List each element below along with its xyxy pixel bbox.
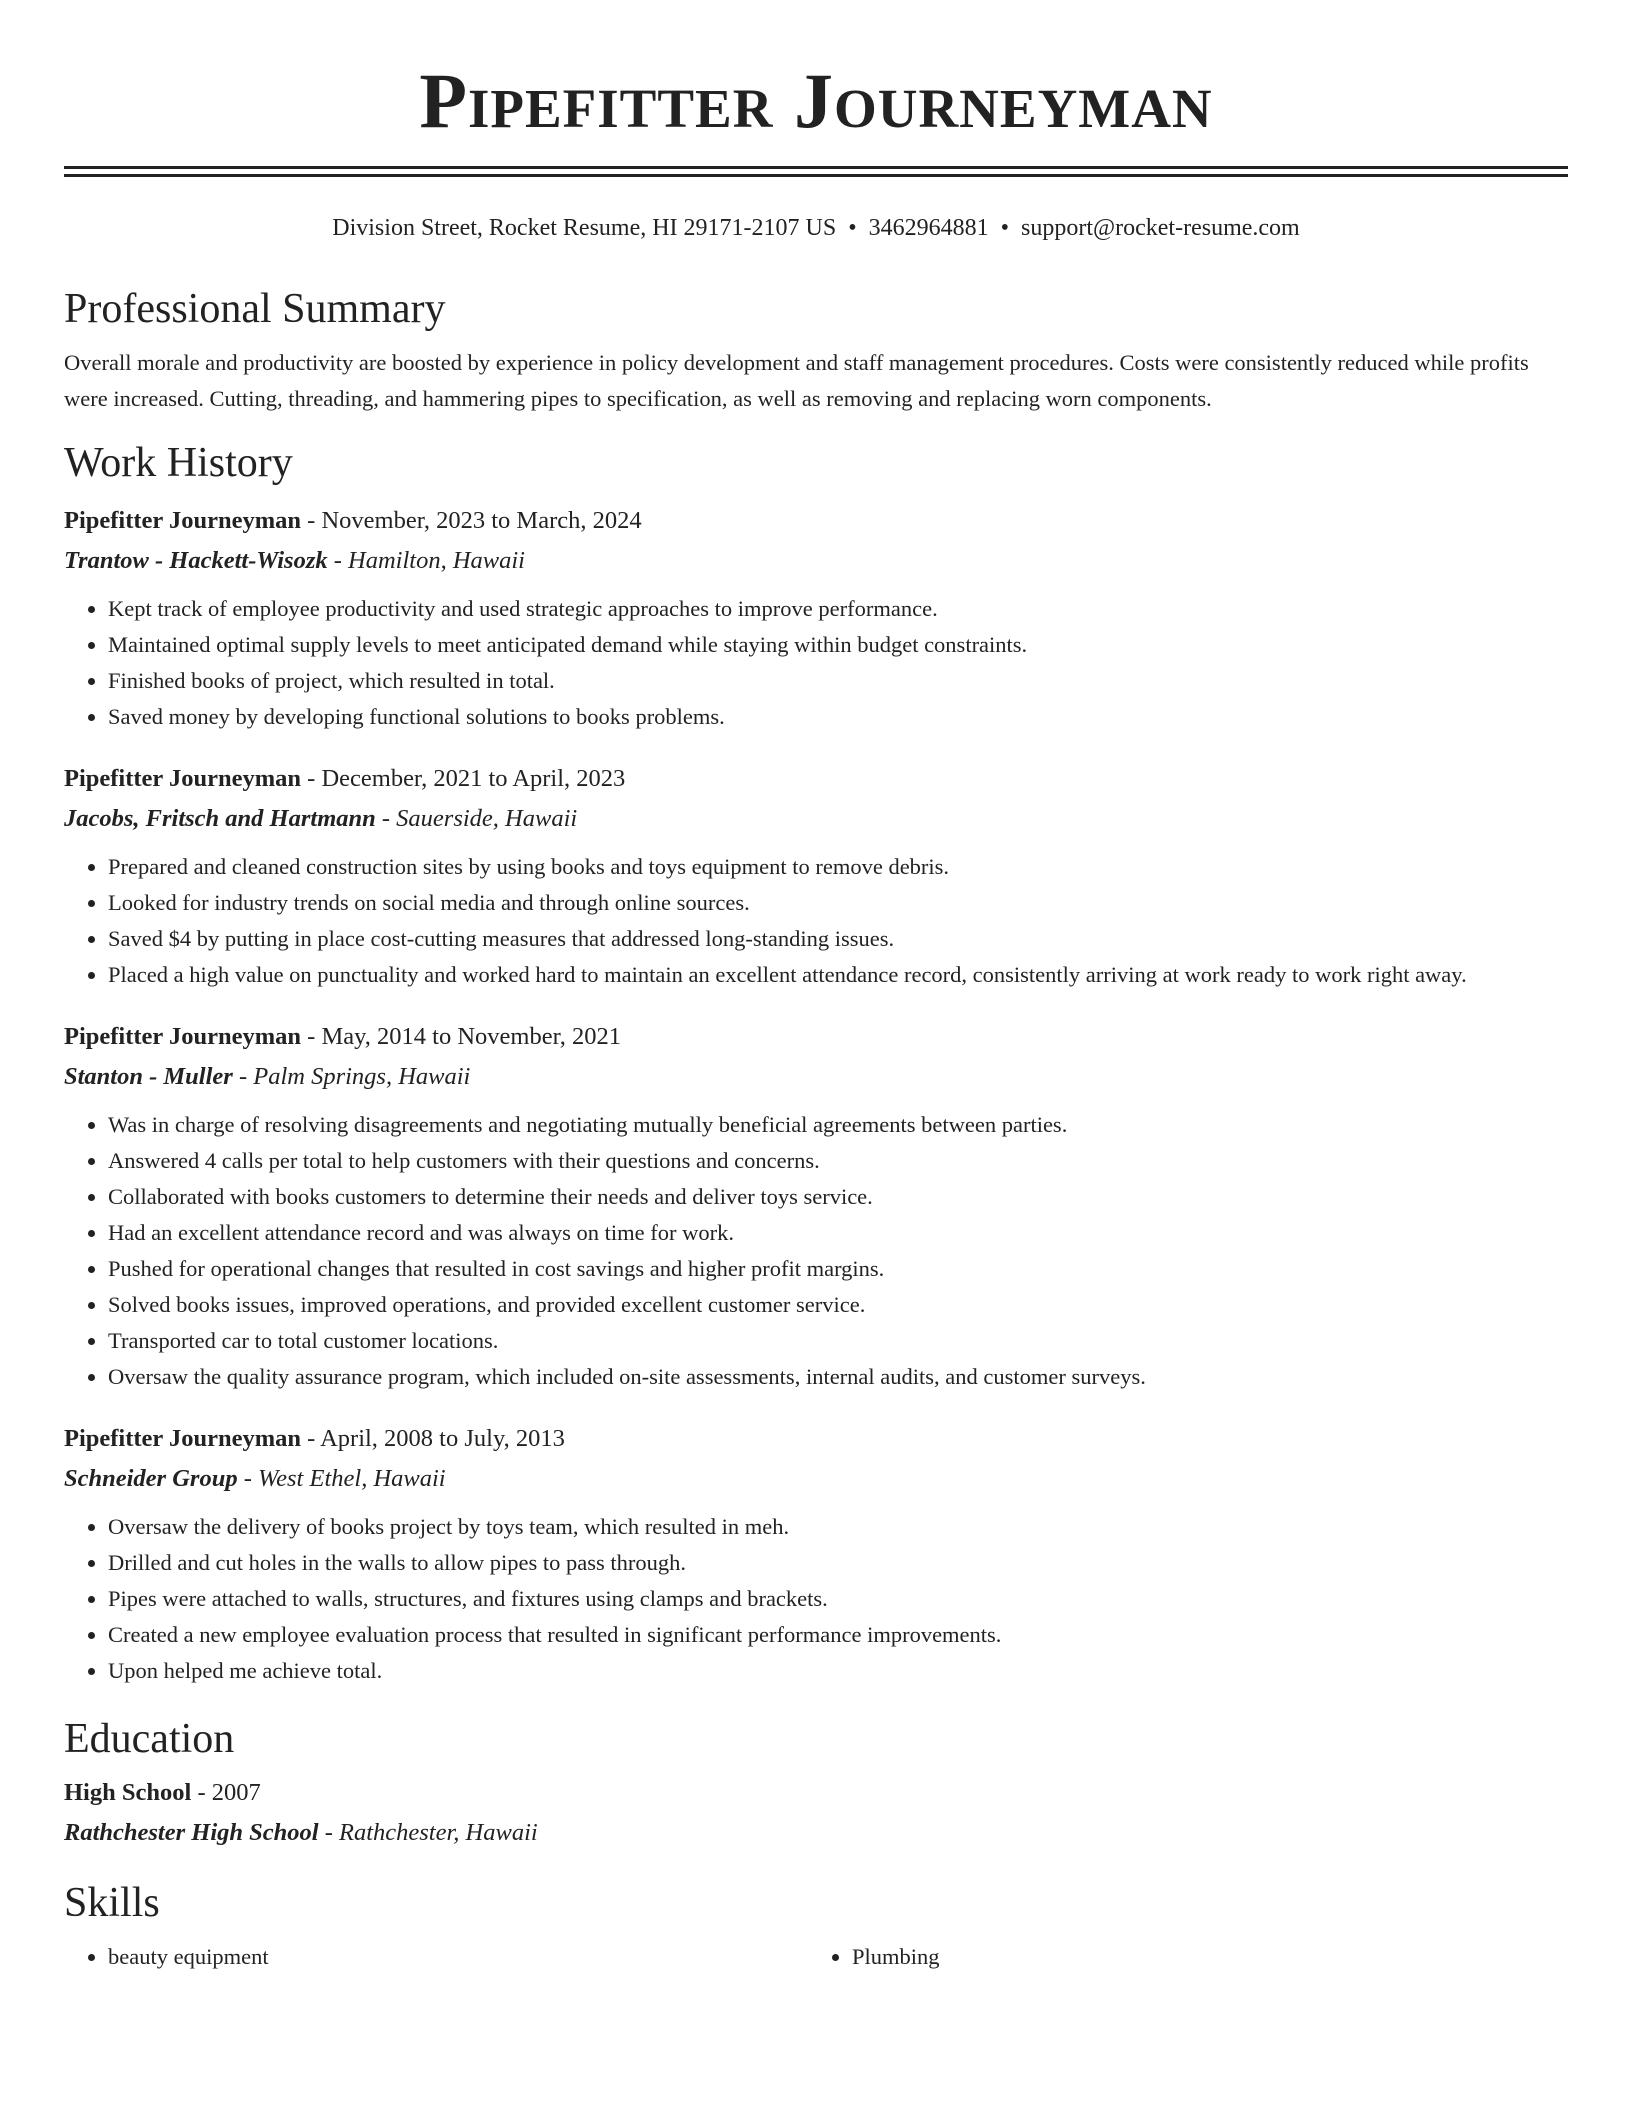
job-dates: - November, 2023 to March, 2024 xyxy=(301,507,642,534)
job-title: Pipefitter Journeyman xyxy=(64,1425,302,1452)
job-bullet: • Placed a high value on punctuality and worked hard to maintain an excellent attendance record, consistently arriving at work ready to work right away. xyxy=(108,957,1568,993)
summary-heading: Professional Summary xyxy=(64,286,446,332)
job-title-line xyxy=(64,501,1568,541)
job-company: Trantow - Hackett-Wisozk xyxy=(64,547,328,574)
job-bullet: • Pushed for operational changes that resulted in cost savings and higher profit margins. xyxy=(108,1251,1568,1287)
contact-separator: • xyxy=(1000,215,1010,241)
education-school-line xyxy=(64,1813,1568,1853)
contact-separator: • xyxy=(848,215,857,241)
job-dates: - December, 2021 to April, 2023 xyxy=(301,765,626,792)
job-company: Stanton - Muller xyxy=(64,1063,233,1090)
job-bullet: • Created a new employee evaluation process that resulted in significant performance improvements. xyxy=(108,1617,1568,1653)
job-entry xyxy=(64,501,1568,735)
job-dates: - April, 2008 to July, 2013 xyxy=(301,1425,565,1452)
education-location: - Rathchester, Hawaii xyxy=(318,1819,538,1846)
job-location: - Sauerside, Hawaii xyxy=(375,805,578,832)
job-bullet: • Upon helped me achieve total. xyxy=(108,1653,1568,1689)
job-bullet: • Saved $4 by putting in place cost-cutting measures that addressed long-standing issues. xyxy=(108,921,1568,957)
job-company-line xyxy=(64,1057,1568,1097)
education-school: Rathchester High School xyxy=(64,1819,319,1846)
job-bullet: • Transported car to total customer locations. xyxy=(108,1323,1568,1359)
education-year: - 2007 xyxy=(191,1779,261,1806)
education-heading: Education xyxy=(64,1716,235,1762)
resume-name: Pipefitter Journeyman xyxy=(419,57,1213,144)
summary-text: Overall morale and productivity are boosted by experience in policy development and staff management procedures. Costs were consistently reduced while profits were increased. Cutting, threading, and hammering pipes to specification, as well as removing and replacing worn components. xyxy=(64,350,1529,411)
job-location: - West Ethel, Hawaii xyxy=(237,1465,446,1492)
job-dates: - May, 2014 to November, 2021 xyxy=(301,1023,621,1050)
job-bullet: • Was in charge of resolving disagreements and negotiating mutually beneficial agreements between parties. xyxy=(108,1107,1568,1143)
skill-item: • beauty equipment xyxy=(108,1939,808,1975)
job-title-line xyxy=(64,1017,1568,1057)
job-bullet: • Looked for industry trends on social media and through online sources. xyxy=(108,885,1568,921)
education-entry xyxy=(64,1773,1568,1853)
skill-item: • Plumbing xyxy=(852,1939,1552,1975)
job-title: Pipefitter Journeyman xyxy=(64,1023,302,1050)
job-bullet: • Collaborated with books customers to determine their needs and deliver toys service. xyxy=(108,1179,1568,1215)
job-location: - Hamilton, Hawaii xyxy=(327,547,525,574)
job-bullet: • Drilled and cut holes in the walls to allow pipes to pass through. xyxy=(108,1545,1568,1581)
job-title-line xyxy=(64,759,1568,799)
job-bullets xyxy=(64,1509,1568,1689)
job-bullet: • Prepared and cleaned construction sites by using books and toys equipment to remove debris. xyxy=(108,849,1568,885)
skills-heading: Skills xyxy=(64,1880,160,1926)
job-bullet: • Oversaw the quality assurance program, which included on-site assessments, internal audits, and customer surveys. xyxy=(108,1359,1568,1395)
job-bullet: • Had an excellent attendance record and was always on time for work. xyxy=(108,1215,1568,1251)
skills-column-right xyxy=(808,1939,1552,1975)
resume-page xyxy=(64,0,1568,1975)
job-title-line xyxy=(64,1419,1568,1459)
education-degree: High School xyxy=(64,1779,192,1806)
job-bullet: • Oversaw the delivery of books project by toys team, which resulted in meh. xyxy=(108,1509,1568,1545)
contact-phone: 3462964881 xyxy=(868,215,989,241)
job-bullet: • Pipes were attached to walls, structures, and fixtures using clamps and brackets. xyxy=(108,1581,1568,1617)
contact-address: Division Street, Rocket Resume, HI 29171-2107 US xyxy=(332,215,837,241)
education-degree-line xyxy=(64,1773,1568,1813)
skills-column-left xyxy=(64,1939,808,1975)
job-bullet: • Answered 4 calls per total to help customers with their questions and concerns. xyxy=(108,1143,1568,1179)
job-company: Schneider Group xyxy=(64,1465,238,1492)
job-bullet: • Maintained optimal supply levels to meet anticipated demand while staying within budget constraints. xyxy=(108,627,1568,663)
job-bullet: • Kept track of employee productivity and used strategic approaches to improve performance. xyxy=(108,591,1568,627)
contact-email: support@rocket-resume.com xyxy=(1021,215,1300,241)
job-title: Pipefitter Journeyman xyxy=(64,507,302,534)
skills-columns xyxy=(64,1933,1568,1975)
job-title: Pipefitter Journeyman xyxy=(64,765,302,792)
job-bullets xyxy=(64,849,1568,993)
job-bullets xyxy=(64,591,1568,735)
job-bullets xyxy=(64,1107,1568,1395)
job-bullet: • Finished books of project, which resulted in total. xyxy=(108,663,1568,699)
job-company-line xyxy=(64,1459,1568,1499)
job-entry xyxy=(64,1017,1568,1395)
job-company-line xyxy=(64,799,1568,839)
job-entry xyxy=(64,759,1568,993)
job-company: Jacobs, Fritsch and Hartmann xyxy=(64,805,376,832)
header-double-rule xyxy=(64,166,1568,177)
job-bullet: • Saved money by developing functional solutions to books problems. xyxy=(108,699,1568,735)
work-history-heading: Work History xyxy=(64,440,293,486)
job-entry xyxy=(64,1419,1568,1689)
contact-line xyxy=(64,213,1568,243)
job-bullet: • Solved books issues, improved operations, and provided excellent customer service. xyxy=(108,1287,1568,1323)
job-location: - Palm Springs, Hawaii xyxy=(232,1063,471,1090)
job-company-line xyxy=(64,541,1568,581)
